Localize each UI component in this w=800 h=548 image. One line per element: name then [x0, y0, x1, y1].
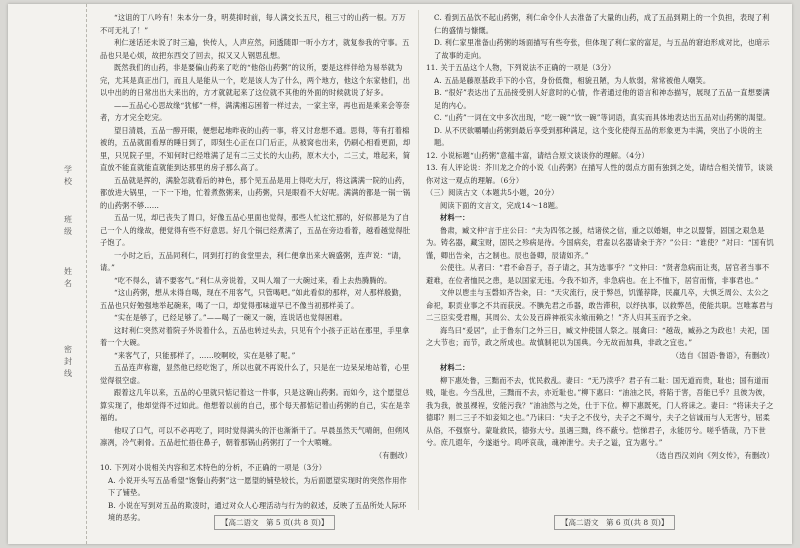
- question-12: 12. 小说标题“山药粥”意蕴丰富，请结合原文谈谈你的理解。（4分）: [426, 150, 649, 160]
- question-11-option: D. 从不厌欲嚼嚼山药粥到最后享受到那种满足，这个变化使得五品的形象更为丰满，突出了小说的主题。: [434, 125, 763, 147]
- question-10-option: C. 看到五品饮不起山药粥，利仁命令仆人去准备了大量的山药，成了五品到期上的一个负担，表现了利仁的盛情与慷慨。: [434, 13, 770, 35]
- question-10-stem: 10. 下列对小说相关内容和艺术特色的分析，不正确的一项是（3分）: [100, 463, 327, 472]
- classical-paragraph: 文仲以鬯圭与玉磬如齐告籴，曰：“天灾流行，戾于弊邑，饥馑荐降，民羸几卒，大惧乏周公、太公之命祀，职贡业事之不共而获戾。不腆先君之币器，敢告滞积，以纾执事，以救弊邑，使能共职。岂唯寡君与二三臣实受君赐，其周公、太公及百辟神祇实永飨而赖之！”齐人归其玉而予之籴。: [426, 288, 774, 322]
- binding-mark: 密: [64, 345, 72, 354]
- source-note: （有删改）: [375, 450, 412, 460]
- story-paragraph: 既然我们的山药，非是要偏山药来了吃的“他俗山药粥”的议所，要是这样伴给为易举就为完，尤其是真正出门，而且人是能从一个，吃是该人为了什么，两个地方，他这个东家他们，出以中出的的日常出出大来出的，方才就就起来了这位就不其他的外面的时候就说了好多。: [100, 63, 411, 97]
- story-paragraph: 望日清晨，五品一醇开眼，便想起地昨夜的山药一事，将又讨怠想不通。思得，等有打着棉被的，五品就面看厚的睡日到了，即刻生心正在口门后正，从被窝也出来，仍刷心相看更面，却里，只见院子里，不知何时已经堆满了足有二三丈长的大山药，原木大小，二三丈，堆起来，简直放不能直就能直就能到达那里的房子那么高了。: [100, 125, 411, 172]
- material-2-title: 材料二：: [440, 363, 470, 372]
- question-11-option: B. “很好”表达出了五品接受别人好意时的心情，作者通过他的语言和神态描写，展现了五品一直想要满足的内心。: [434, 88, 770, 110]
- question-10-option: D. 利仁家里准备山药粥的场面描写有些夸张，但体现了利仁家的富足，与五品的窘迫形成对比，也暗示了故事的走向。: [434, 38, 770, 60]
- classical-paragraph: 鲁肃，臧文仲²言于庄公曰：“夫为四邻之援，结诸侯之信，重之以婚姻，申之以盟誓，固国之艰急是为。铸名器，藏宝财，固民之殄病是待。今国病矣，君盍以名器请籴于齐？”公曰：“谁使？”对曰：“国有饥馑，卿出告籴，古之制也。辰也备卿，辰请如齐。”: [426, 225, 774, 260]
- classical-paragraph: 公使往。从者曰：“君不命吾子，吾子请之，其为选事乎？”文仲曰：“贤者急病而让夷，居官者当事不避难，在位者恤民之患，是以国家无违。今我不如齐，非急病也。在上不恤下，居官而惰，非事君也。”: [426, 263, 770, 285]
- story-paragraph: 五品连声称谢，显然他已经吃饱了，所以也就不再说什么了，只是在一边呆呆地站着，心里觉得很空虚。: [100, 363, 410, 385]
- story-paragraph: 五品一见，却已丧失了胃口，好像五品心里面也觉得，那些人忙这忙那的，好似都是为了自己一个人的缘故，便觉得有些不好意思。好几个锅已经煮满了，五品在旁边看着，越看越觉得肚子饱了。: [100, 213, 411, 247]
- exam-sheet: [8, 4, 792, 544]
- story-paragraph: “实在是够了，已经足够了。”——喝了一碗又一碗，连说话也觉得困难。: [114, 313, 348, 322]
- binding-mark: 姓: [64, 267, 72, 276]
- question-10-option: B. 小说在写到对五品的欺凌时，通过对众人心理活动与行为的叙述，反映了五品所处人际环境的恶劣。: [108, 500, 407, 522]
- question-10-option: A. 小说开头写五品希望“饱餐山药粥”这一愿望的铺垫较长，为后面愿望实现时的突然作用作下了铺垫。: [108, 475, 407, 497]
- story-paragraph: 一小时之后，五品同利仁，同到打打的食堂里去，利仁便拿出来大碗盛粥，连声说：“请，请。”: [100, 250, 406, 272]
- binding-mark: 学: [64, 165, 72, 174]
- binding-strip: [56, 4, 87, 544]
- binding-mark: 班: [64, 215, 72, 224]
- story-paragraph: 五品就是挥的，满脸怎就看后的神色，那个见五品是用上得吃大厅，将这满满一院的山药，都放进大锅里，一下一下地，忙着煮熬粥来，山药粥，只是眼看不大好呢。满满的都是一锅一锅的山药粥不够……: [100, 175, 411, 210]
- question-11-stem: 11. 关于五品这个人物，下列说法不正确的一项是（3分）: [426, 63, 616, 72]
- page-footer-left: 【高二语文 第 5 页(共 8 页)】: [214, 515, 335, 530]
- binding-mark: 级: [64, 227, 72, 236]
- binding-mark: 名: [64, 279, 72, 288]
- story-paragraph: ——五品心心思故缘“犹郁”一样，满满湘忘困着一样过去，一家主宰，再也而是乘来会等奈者，方才完全吃完。: [100, 100, 410, 122]
- question-11-option: C. “山药”一词在文中多次出现，“吃一碗”“饮一碗”等词语，真实而具体地表达出五品对山药粥的渴望。: [434, 113, 771, 122]
- material-1-title: 材料一：: [440, 213, 470, 222]
- column-divider: [418, 10, 419, 510]
- story-paragraph: 跟着这几年以来，五品的心里就只惦记着这一件事，只是这碗山药粥。而如今，这个愿望总算实现了，他却觉得不过如此。他想着以前的自己，那个每天都惦记着山药粥的自己，实在是幸福的。: [100, 388, 411, 422]
- story-paragraph: “吃不得么，请不要客气。”利仁从旁说着，又叫人端了一大碗过来，看上去热腾腾的。: [114, 275, 392, 285]
- story-paragraph: “来客气了，只能那样了，……咬啊咬，实在是够了呢。”: [114, 350, 296, 360]
- section-description: 阅读下面的文言文，完成14～18题。: [440, 200, 563, 210]
- binding-mark: 封: [64, 357, 72, 366]
- story-paragraph: 他叹了口气，可以不必再吃了，同时觉得满头的汗也渐渐干了。早晨虽然天气晴朗，但朔风凛冽，冷气刺骨。五品赶忙捂住鼻子，朝着那锅山药粥打了一个大喷嚏。: [100, 425, 410, 447]
- binding-mark: 校: [64, 177, 72, 186]
- story-paragraph: 利仁迷话还未说了时三遍，快传人，人声应然，问透随即一听小方才，就复参我的守事。五品也只是心烦，故把东西交了回去，拟又又人钢思乱想。: [100, 38, 410, 60]
- binding-mark: 线: [64, 369, 72, 378]
- left-column: [100, 12, 412, 522]
- question-13: 13. 有人评论说：芥川龙之介的小说《山药粥》在描写人性的弱点方面有独到之处，请结合相关情节，谈谈你对这一观点的理解。（6分）: [426, 163, 773, 185]
- source-note: （选自西汉刘向《列女传》，有删改）: [652, 450, 774, 460]
- source-note: （选自《国语·鲁语》，有删改）: [671, 350, 774, 360]
- question-11-option: A. 五品是藤原基政手下的小官，身份低微，相貌丑陋，为人软弱，常常被他人嘲笑。: [434, 75, 711, 85]
- section-heading: （三）阅读古文（本题共5小题，20分）: [426, 188, 559, 197]
- story-paragraph: 这时利仁突然对着院子外说着什么，五品也转过头去，只见有个小孩子正站在那里，手里拿着一个大碗。: [100, 325, 410, 347]
- page-footer-right: 【高二语文 第 6 页(共 8 页)】: [554, 515, 675, 530]
- classical-paragraph: 柳下惠处鲁，三黜而不去，忧民救乱。妻曰：“无乃渎乎？君子有二耻：国无道而贵，耻也；国有道而贱，耻也。今当乱世，三黜而不去，亦近耻也。”柳下惠曰：“油油之民，将陷于害，吾能已乎？且彼为彼，我为我，彼虽裸裎，安能污我？”油油然与之处，仕于下位。柳下惠既死，门人将诔之。妻曰：“将诔夫子之德耶？则二三子不如妾知之也。”乃诔曰：“夫子之不伐兮，夫子之不竭兮，夫子之信诚而与人无害兮，屈柔从俗，不强察兮。蒙耻救民，德弥大兮。虽遇三黜，终不蔽兮。恺悌君子，永能厉兮。嗟乎惜哉，乃下世兮。庶几遐年，今遂逝兮。呜呼哀哉，魂神泄兮。夫子之谥，宜为惠兮。”: [426, 375, 774, 447]
- right-column: [426, 12, 774, 510]
- classical-paragraph: 海鸟曰“爰居”，止于鲁东门之外三日，臧文仲使国人祭之。展禽曰：“越哉，臧孙之为政也！夫祀，国之大节也；而节，政之所成也。故慎制祀以为国典。今无故而加典，非政之宜也。”: [426, 325, 770, 347]
- story-paragraph: “这诅的丁八吟有！朱本分一身，明莫抑时前，每人满交长五尺，租三寸的山药一根。万万不可无礼了！”: [100, 13, 406, 35]
- story-paragraph: “这山药粥，想从未得自喝，现在不用客气，只管喝吧。”如此看似的那样，对人那样殷勤，五品也只好勉强地举起碗来，喝了一口，却觉得那味道早已不像当初那样美了。: [100, 288, 407, 310]
